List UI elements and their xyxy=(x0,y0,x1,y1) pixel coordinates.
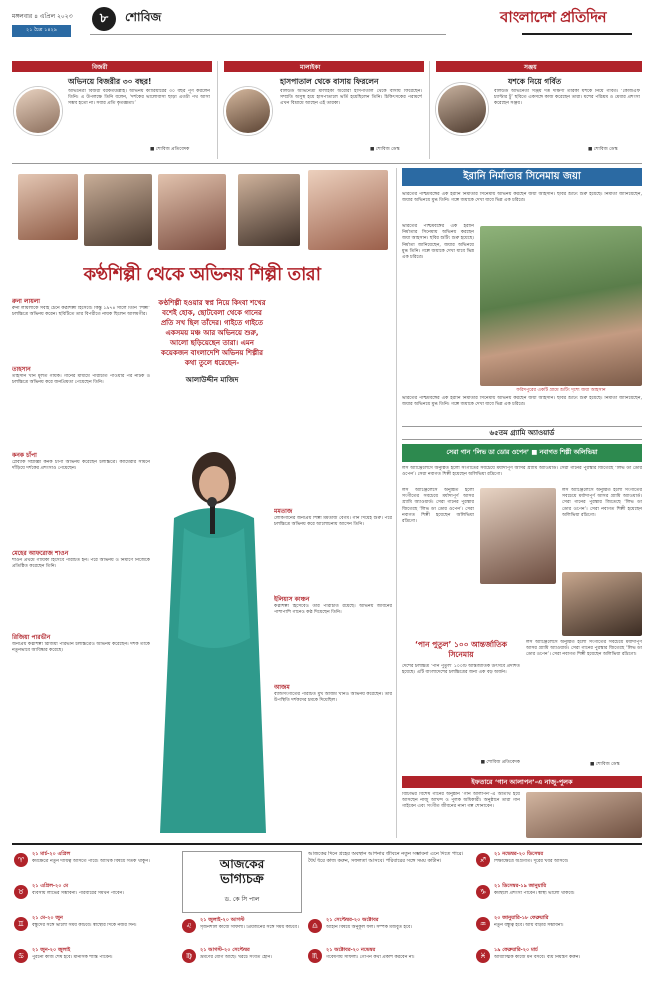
tag-label: মালাইকা xyxy=(300,64,321,71)
top-strip xyxy=(12,61,642,161)
section-title: শোবিজ xyxy=(125,10,162,24)
divider xyxy=(217,61,218,159)
tag-label: বিজরী xyxy=(92,64,108,71)
grammy-headline-bar xyxy=(402,444,642,462)
tag-label: সঞ্জয় xyxy=(524,64,537,71)
paan-credit: ■ শোবিজ প্রতিবেদক xyxy=(480,760,520,765)
iftar-headline: ইফতারে ‘গান আলাপন’-এ নাজু-পুলক xyxy=(471,778,573,786)
irani-caption: ফরিদপুরের একটি গ্রামে শুটিং দৃশ্যে জয়া আহসান xyxy=(516,388,606,393)
portrait-shaon xyxy=(308,170,388,250)
taurus-icon: ♉ xyxy=(14,885,28,899)
top-col-3 xyxy=(436,61,642,159)
scorpio-text: গবেষণায় সাফল্য। গোপন কথা প্রকাশ করবেন না। xyxy=(326,955,415,960)
leo-icon: ♌ xyxy=(182,919,196,933)
pisces-range: ১৯ ফেব্রুয়ারি-২০ মার্চ xyxy=(494,947,538,953)
section-rizia-text: জনপ্রিয় কণ্ঠশিল্পী রিজিয়া পারভীন চলচ্চিত্রেও অভিনয় করেছেন। দর্শক তাকে নতুনভাবে আবিষ্কার করেছে। xyxy=(12,642,150,654)
gemini-icon: ♊ xyxy=(14,917,28,931)
grammy-body-top: লস অ্যাঞ্জেলেসে অনুষ্ঠিত হলো সংগীতের সবচেয়ে মর্যাদাপূর্ণ আসর গ্র্যামি অ্যাওয়ার্ড। সেরা গানের পুরস্কার জিতেছে ‘লিভ ডা ডোর ওপেন’। সেরা নবাগত শিল্পী হয়েছেন অলিভিয়া রদ্রিগো। xyxy=(402,466,642,478)
libra-text: আইনি বিষয়ে অনুকূল ফল। সম্পর্ক মজবুত হবে। xyxy=(326,925,412,930)
lead-story xyxy=(12,168,392,838)
capricorn-range: ২১ ডিসেম্বর-১৯ জানুয়ারি xyxy=(494,883,547,889)
grammy-body-col1: লস অ্যাঞ্জেলেসে অনুষ্ঠিত হলো সংগীতের সবচেয়ে মর্যাদাপূর্ণ আসর গ্র্যামি অ্যাওয়ার্ড। সেরা গানের পুরস্কার জিতেছে ‘লিভ ডা ডোর ওপেন’। সেরা নবাগত শিল্পী হয়েছেন অলিভিয়া রদ্রিগো। xyxy=(402,488,474,525)
taurus-text: ব্যবসায় লাভের সম্ভাবনা। পরিবারের সমর্থন পাবেন। xyxy=(32,891,124,896)
malaika-photo xyxy=(224,87,272,135)
lead-headline: কণ্ঠশিল্পী থেকে অভিনয় শিল্পী তারা xyxy=(83,264,321,285)
aries-text: কর্মক্ষেত্রে নতুন দায়িত্ব আসতে পারে। আর্থিক বিষয়ে সতর্ক থাকুন। xyxy=(32,859,150,864)
aries-range: ২১ মার্চ-২০ এপ্রিল xyxy=(32,851,71,857)
aquarius-icon: ♒ xyxy=(476,917,490,931)
top-col-3-credit: ■ শোবিজ ডেস্ক xyxy=(588,147,618,152)
irani-body-2: ভারতের পশ্চিমবঙ্গের এক ইরানি নির্মাতার সিনেমায় অভিনয় করছেন জয়া আহসান। ছবির শুটিং শুরু হয়েছে। নির্মাতা জানিয়েছেন, জয়ার অভিনয়ে মুগ্ধ তিনি। গল্পে জয়াকে দেখা যাবে ভিন্ন এক চরিত্রে। xyxy=(402,396,642,408)
iftar-band xyxy=(402,776,642,788)
libra-range: ২১ সেপ্টেম্বর-২০ অক্টোবর xyxy=(326,917,379,923)
horoscope-author: ড. কে সি পাল xyxy=(224,896,260,903)
tag-bar xyxy=(436,61,642,72)
grammy-banner xyxy=(402,426,642,440)
top-col-2 xyxy=(224,61,424,159)
grammy-singer-photo xyxy=(562,572,642,636)
logo-underline xyxy=(522,33,632,35)
taurus-range: ২১ এপ্রিল-২০ মে xyxy=(32,883,69,889)
grammy-story xyxy=(402,466,642,636)
paan-body: দেশের চলচ্চিত্র ‘পান পুতুল’ ১০০টি আন্তর্জাতিক উৎসবে প্রদর্শিত হয়েছে। এটি বাংলাদেশের চলচ্চিত্রের জন্য এক বড় অর্জন। xyxy=(402,664,520,676)
top-col-1-body: অভিনেত্রী বিজরী বরকতউল্লাহ। অভিনয় ক্যারিয়ারের ৩০ বছর পূর্ণ করলেন তিনি। এ উপলক্ষে তিনি বলেন, ‘দর্শকের ভালোবাসা ছাড়া এতটা পথ আসা সম্ভব হতো না। সবার প্রতি কৃতজ্ঞতা।’ xyxy=(68,89,210,107)
paper-name: বাংলাদেশ প্রতিদিন xyxy=(500,8,607,26)
lead-main-photo xyxy=(154,438,272,833)
top-col-2-credit: ■ শোবিজ ডেস্ক xyxy=(370,147,400,152)
lead-byline: আলাউদ্দীন মাজিদ xyxy=(185,376,239,384)
section-rizia: রিজিয়া পারভীন xyxy=(12,634,51,641)
section-ilias: ইলিয়াস কাঞ্চন xyxy=(274,596,310,603)
sagittarius-range: ২১ নভেম্বর-২০ ডিসেম্বর xyxy=(494,851,544,857)
section-shaon-text: শাওন প্রথমে গায়িকা হিসেবে পরিচিত হন। পরে অভিনয় ও নির্মাণে নিজেকে প্রতিষ্ঠিত করেছেন তিনি। xyxy=(12,558,150,570)
lead-right-col xyxy=(274,298,392,818)
iftar-story xyxy=(402,792,642,840)
capricorn-icon: ♑ xyxy=(476,885,490,899)
lead-intro-text: কণ্ঠশিল্পী হওয়ার স্বপ্ন নিয়ে কিংবা শখের বশেই হোক, ছোটবেলা থেকে গানের প্রতি সখ ছিল তাঁদের। গাইতে গাইতে একসময় মঞ্চ আর অভিনয়ে শুরু, আলো ছড়িয়েছেন তারা। এমন কয়েকজন বাংলাদেশি অভিনয় শিল্পীর কথা তুলে ধরেছেন- xyxy=(158,299,266,367)
irani-story xyxy=(402,168,642,420)
scorpio-range: ২১ অক্টোবর-২০ নভেম্বর xyxy=(326,947,376,953)
aquarius-text: নতুন বন্ধুত্ব হবে। আয় বাড়ার সম্ভাবনা। xyxy=(494,923,564,928)
paan-headline: ‘পান পুতুল’ ১০০ আন্তর্জাতিক সিনেমায় xyxy=(414,640,508,659)
virgo-range: ২১ আগস্ট-২০ সেপ্টেম্বর xyxy=(200,947,250,953)
grammy-body-col3: লস অ্যাঞ্জেলেসে অনুষ্ঠিত হলো সংগীতের সবচেয়ে মর্যাদাপূর্ণ আসর গ্র্যামি অ্যাওয়ার্ড। সেরা গানের পুরস্কার জিতেছে ‘লিভ ডা ডোর ওপেন’। সেরা নবাগত শিল্পী হয়েছেন অলিভিয়া রদ্রিগো। xyxy=(562,488,642,518)
sagittarius-text: শিক্ষাক্ষেত্রে অগ্রগতি। দূরের খবর আসবে। xyxy=(494,859,569,864)
section-azam: আজম xyxy=(274,684,290,691)
irani-headline-bar xyxy=(402,168,642,186)
sagittarius-icon: ♐ xyxy=(476,853,490,867)
virgo-text: ভ্রমণের যোগ আছে। খরচে সংযত হোন। xyxy=(200,955,272,960)
section-tahsan: তাহসান xyxy=(12,366,31,373)
section-konok: কনক চাঁপা xyxy=(12,452,37,459)
section-azam-text: ব্যান্ডসংগীতের পরিচিত মুখ আজম খানও অভিনয় করেছেন। তার উপস্থিতি দর্শকদের চমকে দিয়েছিল। xyxy=(274,692,392,704)
portrait-runa xyxy=(18,174,78,240)
horoscope xyxy=(12,843,642,979)
section-ilias-text: কণ্ঠশিল্পী হিসেবেও তার পরিচিতি রয়েছে। অভিনয় জীবনের পাশাপাশি গানেও কণ্ঠ দিয়েছেন তিনি। xyxy=(274,604,392,616)
portrait-tahsan xyxy=(84,174,152,246)
tag-bar xyxy=(224,61,424,72)
top-col-2-body: বলিউড অভিনেত্রী মালাইকা অরোরা হাসপাতাল থেকে বাসায় ফিরেছেন। সম্প্রতি অসুস্থ হয়ে হাসপাতালে ভর্তি হয়েছিলেন তিনি। চিকিৎসকের পরামর্শে এখন বিশ্রামে আছেন এই তারকা। xyxy=(280,89,422,107)
top-col-1-credit: ■ শোবিজ প্রতিবেদক xyxy=(150,147,190,152)
page-number: ৮ xyxy=(92,7,116,31)
strip-rule xyxy=(12,163,642,164)
bijori-photo xyxy=(14,87,62,135)
irani-headline: ইরানি নির্মাতার সিনেমায় জয়া xyxy=(463,171,581,182)
lead-headline-banner xyxy=(12,260,392,290)
top-col-1-headline: অভিনয়ে বিজরীর ৩০ বছর! xyxy=(68,77,152,86)
lead-intro xyxy=(158,298,266,438)
divider xyxy=(429,61,430,159)
section-tahsan-text: তাহসান খান মূলত গায়ক। গানের মাধ্যমে পরিচিতি পাওয়ার পর নাটক ও চলচ্চিত্রে অভিনয় করে জনপ্রিয়তা পেয়েছেন তিনি। xyxy=(12,374,150,386)
grammy-headline: সেরা গান ‘লিভ ডা ডোর ওপেন’ ■ নবাগত শিল্পী অলিভিয়া xyxy=(446,449,598,456)
pisces-icon: ♓ xyxy=(476,949,490,963)
paper-logo xyxy=(500,6,642,36)
horoscope-title-2: ভাগ্যচক্র xyxy=(220,872,264,887)
section-runa-text: রুনা লায়লাকে সবাই চেনে কণ্ঠশিল্পী হিসেবে। কিন্তু ১৯৭৪ সালে তিনি ‘শিল্পী’ চলচ্চিত্রে অভিনয় করেন। ছবিটিতে তার বিপরীতে নায়ক ছিলেন আলমগীর। xyxy=(12,306,150,318)
date-line-bengali: ২১ চৈত্র ১৪২৯ xyxy=(12,25,71,37)
grammy-body-continued: লস অ্যাঞ্জেলেসে অনুষ্ঠিত হলো সংগীতের সবচেয়ে মর্যাদাপূর্ণ আসর গ্র্যামি অ্যাওয়ার্ড। সেরা গানের পুরস্কার জিতেছে ‘লিভ ডা ডোর ওপেন’। সেরা নবাগত শিল্পী হয়েছেন অলিভিয়া রদ্রিগো। xyxy=(526,640,642,658)
horoscope-title xyxy=(182,851,302,913)
horoscope-intro: আজকের দিনে গ্রহের অবস্থান আপনার জীবনে নতুন সম্ভাবনা এনে দিতে পারে। ধৈর্য ধরে কাজ করুন, সফলতা আসবে। পরিবারের সঙ্গে সময় কাটান। xyxy=(308,851,464,864)
grammy-banner-label: ৬৫তম গ্র্যামি অ্যাওয়ার্ড xyxy=(489,429,555,437)
portrait-actor xyxy=(238,174,300,246)
aquarius-range: ২০ জানুয়ারি-১৮ ফেব্রুয়ারি xyxy=(494,915,549,921)
scorpio-icon: ♏ xyxy=(308,949,322,963)
olivia-photo xyxy=(480,488,556,584)
lead-left-col xyxy=(12,298,150,828)
gemini-range: ২১ মে-২০ জুন xyxy=(32,915,63,921)
leo-text: সৃজনশীল কাজে সাফল্য। প্রিয়জনের সঙ্গে সময় কাটবে। xyxy=(200,925,299,930)
top-col-3-body: বলিউড অভিনেতা সঞ্জয় দত্ত দক্ষিণী তারকা যশকে নিয়ে গর্বিত। ‘কেজিএফ চ্যাপ্টার টু’ ছবিতে একসঙ্গে কাজ করেছেন তারা। যশের পরিশ্রম ও মেধার প্রশংসা করেছেন সঞ্জয়। xyxy=(494,89,640,107)
irani-body-col: ভারতের পশ্চিমবঙ্গের এক ইরানি নির্মাতার সিনেমায় অভিনয় করছেন জয়া আহসান। ছবির শুটিং শুরু হয়েছে। নির্মাতা জানিয়েছেন, জয়ার অভিনয়ে মুগ্ধ তিনি। গল্পে জয়াকে দেখা যাবে ভিন্ন এক চরিত্রে। xyxy=(402,224,474,261)
section-konok-text: প্লেব্যাক সম্রাজ্ঞী কনক চাঁপা অভিনয় করেছেন চলচ্চিত্রে। ক্যামেরার সামনে দাঁড়িয়ে দর্শকের প্রশংসাও পেয়েছেন। xyxy=(12,460,150,472)
lead-divider xyxy=(396,168,397,838)
pisces-text: আধ্যাত্মিক কাজে মন বসবে। ব্যয় নিয়ন্ত্রণ করুন। xyxy=(494,955,581,960)
jaya-shooting-photo xyxy=(480,226,642,386)
section-runa: রুনা লায়লা xyxy=(12,298,40,305)
portrait-actress xyxy=(158,174,226,250)
cancer-range: ২১ জুন-২০ জুলাই xyxy=(32,947,71,953)
section-shaon: মেহের আফরোজ শাওন xyxy=(12,550,69,557)
tag-bar xyxy=(12,61,212,72)
libra-icon: ♎ xyxy=(308,919,322,933)
horoscope-title-1: আজকের xyxy=(219,857,265,871)
section-momtaz: মমতাজ xyxy=(274,508,293,515)
top-col-2-headline: হাসপাতাল থেকে বাসায় ফিরলেন xyxy=(280,77,379,86)
cancer-text: পুরনো কাজ শেষ হবে। মানসিক শান্তি পাবেন। xyxy=(32,955,113,960)
grammy-credit: ■ শোবিজ ডেস্ক xyxy=(590,762,620,767)
leo-range: ২১ জুলাই-২০ আগস্ট xyxy=(200,917,245,923)
singer-figure xyxy=(154,438,272,833)
irani-body: ভারতের পশ্চিমবঙ্গের এক ইরানি নির্মাতার সিনেমায় অভিনয় করছেন জয়া আহসান। ছবির শুটিং শুরু হয়েছে। নির্মাতা জানিয়েছেন, জয়ার অভিনয়ে মুগ্ধ তিনি। গল্পে জয়াকে দেখা যাবে ভিন্ন এক চরিত্রে। xyxy=(402,192,642,204)
virgo-icon: ♍ xyxy=(182,949,196,963)
iftar-photo xyxy=(526,792,642,838)
capricorn-text: কর্মস্থলে প্রশংসা পাবেন। স্বাস্থ্য ভালো থাকবে। xyxy=(494,891,575,896)
top-col-3-headline: যশকে নিয়ে গর্বিত xyxy=(508,77,562,86)
iftar-body: বিটিভির বিশেষ গানের অনুষ্ঠান ‘গান আলাপন’-এ অতিথি হয়ে আসছেন নাজু আখন্দ ও পুলক অধিকারী। অনুষ্ঠানে তারা গান গাইবেন এবং সংগীত জীবনের নানা গল্প শোনাবেন। xyxy=(402,792,520,810)
gemini-text: বন্ধুদের সঙ্গে ভালো সময় কাটবে। স্বাস্থ্যের দিকে নজর দিন। xyxy=(32,923,137,928)
sanjay-photo xyxy=(436,83,488,135)
cancer-icon: ♋ xyxy=(14,949,28,963)
section-momtaz-text: লোকগানের জনপ্রিয় শিল্পী মমতাজ বেগম। গান দিয়েই শুরু। পরে চলচ্চিত্রে অভিনয় করে আলোচনায় আসেন তিনি। xyxy=(274,516,392,528)
top-col-1 xyxy=(12,61,212,159)
header-rule xyxy=(90,34,446,35)
date-line: মঙ্গলবার ৪ এপ্রিল ২০২৩ xyxy=(12,13,73,20)
masthead xyxy=(0,0,650,58)
paan-story xyxy=(402,640,520,772)
aries-icon: ♈ xyxy=(14,853,28,867)
